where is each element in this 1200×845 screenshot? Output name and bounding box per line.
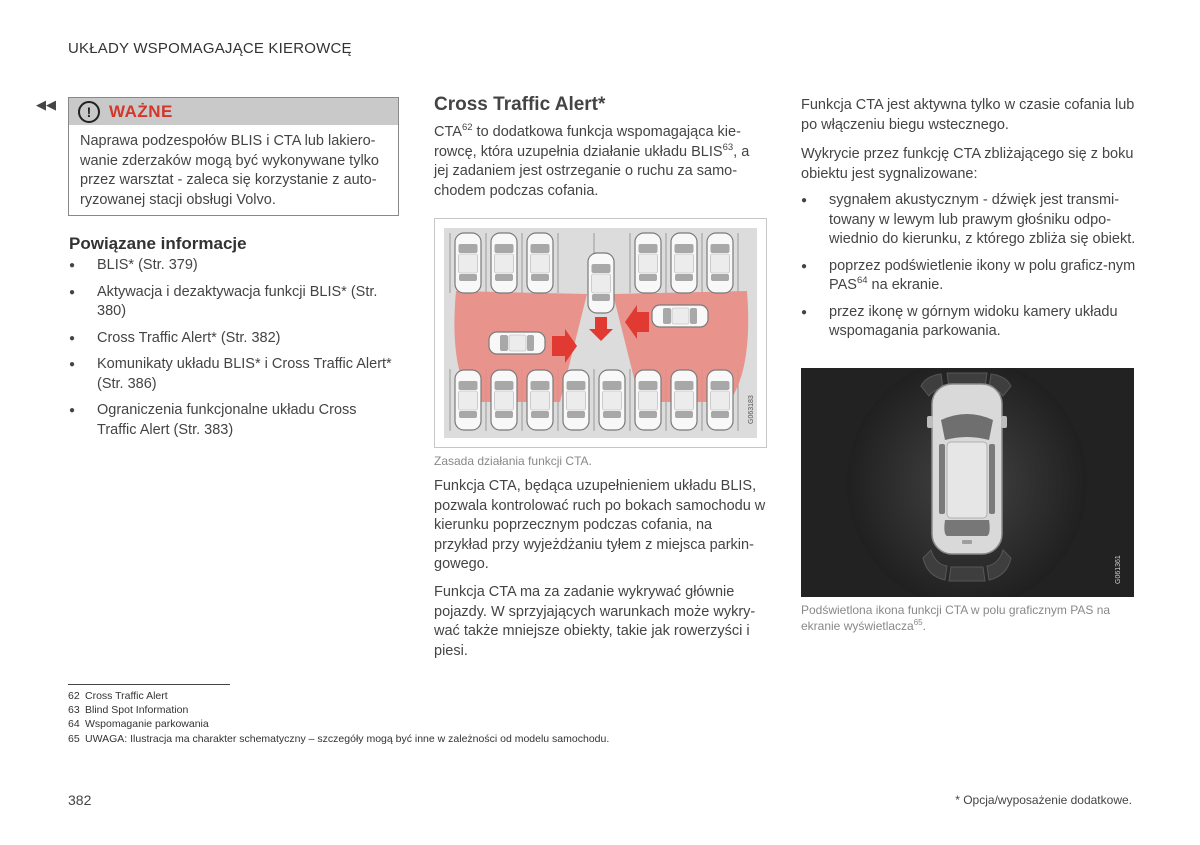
list-item: ● poprzez podświetlenie ikony w polu graficz-nym PAS$^{64}$ na ekranie. — [801, 257, 1136, 296]
section-title: Cross Traffic Alert* — [434, 94, 606, 115]
footer-note: * Opcja/wyposażenie dodatkowe. — [955, 793, 1132, 807]
list-item: ● przez ikonę w górnym widoku kamery układu wspomagania parkowania. — [801, 303, 1136, 342]
exclamation-circle-icon: ! — [78, 101, 100, 123]
related-info-list — [69, 256, 399, 447]
related-link[interactable]: ● BLIS* (Str. 379) — [69, 256, 399, 276]
double-chevron-left-icon[interactable]: ◀◀ — [36, 97, 56, 112]
warning-text: Naprawa podzespołów BLIS i CTA lub lakiero-wanie zderzaków mogą być wykonywane tylko przez warsztat - zaleca się korzystanie z auto-ryzowanej stacji obsługi Volvo. — [80, 133, 379, 208]
footnote-divider — [68, 684, 230, 685]
body-paragraph: Funkcja CTA jest aktywna tylko w czasie cofania lub po włączeniu biegu wstecznego. — [801, 97, 1135, 133]
warning-title: WAŻNE — [109, 102, 173, 121]
figure-code: G063183 — [748, 395, 755, 424]
figure1-caption: Zasada działania funkcji CTA. — [434, 454, 592, 468]
running-header: UKŁADY WSPOMAGAJĄCE KIEROWCĘ — [68, 40, 352, 57]
footnote: 63 Blind Spot Information — [68, 704, 189, 717]
figure2-caption: Podświetlona ikona funkcji CTA w polu graficznym PAS na ekranie wyświetlacza$^{65}$. — [801, 603, 1111, 633]
figure-code: G061361 — [1115, 555, 1122, 584]
footnotes — [68, 689, 609, 746]
signal-list — [801, 191, 1136, 349]
list-item: ● sygnałem akustycznym - dźwięk jest transmi-towany w lewym lub prawym głośniku odpo-wiednio do kierunku, z którego zbliża się obiekt. — [801, 191, 1136, 250]
related-link[interactable]: ● Komunikaty układu BLIS* i Cross Traffic Alert* (Str. 386) — [69, 355, 399, 394]
footnote: 62 Cross Traffic Alert — [68, 690, 168, 702]
warning-box — [68, 97, 399, 216]
body-paragraph: Funkcja CTA, będąca uzupełnieniem układu BLIS, pozwala kontrolować ruch po bokach samochodu w kierunku poprzecznym podczas cofania, na przykład przy wyjeżdżaniu tyłem z miejsca parkin-gowego. — [434, 478, 766, 572]
page-number: 382 — [68, 792, 92, 808]
related-link[interactable]: ● Ograniczenia funkcjonalne układu Cross Traffic Alert (Str. 383) — [69, 401, 399, 440]
body-paragraph: Wykrycie przez funkcję CTA zbliżającego się z boku obiektu jest sygnalizowane: — [801, 146, 1134, 182]
intro-paragraph: CTA$^{62}$ to dodatkowa funkcja wspomagająca kie-rowcę, która uzupełnia działanie układu BLIS$^{63}$, a jej zadaniem jest ostrzeganie o ruchu za samo-chodem podczas cofania. — [434, 122, 750, 199]
footnote: 65 UWAGA: Ilustracja ma charakter schematyczny – szczegóły mogą być inne w zależności od modelu samochodu. — [68, 732, 610, 745]
related-link[interactable]: ● Aktywacja i dezaktywacja funkcji BLIS* (Str. 380) — [69, 283, 399, 322]
warning-header — [69, 98, 398, 125]
pas-camera-figure — [801, 368, 1134, 597]
cta-diagram — [434, 218, 767, 448]
related-info-title: Powiązane informacje — [69, 234, 247, 253]
footnote: 64 Wspomaganie parkowania — [68, 718, 209, 731]
body-paragraph: Funkcja CTA ma za zadanie wykrywać głównie pojazdy. W sprzyjających warunkach może wykry-wać także mniejsze obiekty, takie jak rowerzyści i piesi. — [434, 584, 756, 659]
related-link[interactable]: ● Cross Traffic Alert* (Str. 382) — [69, 329, 399, 349]
